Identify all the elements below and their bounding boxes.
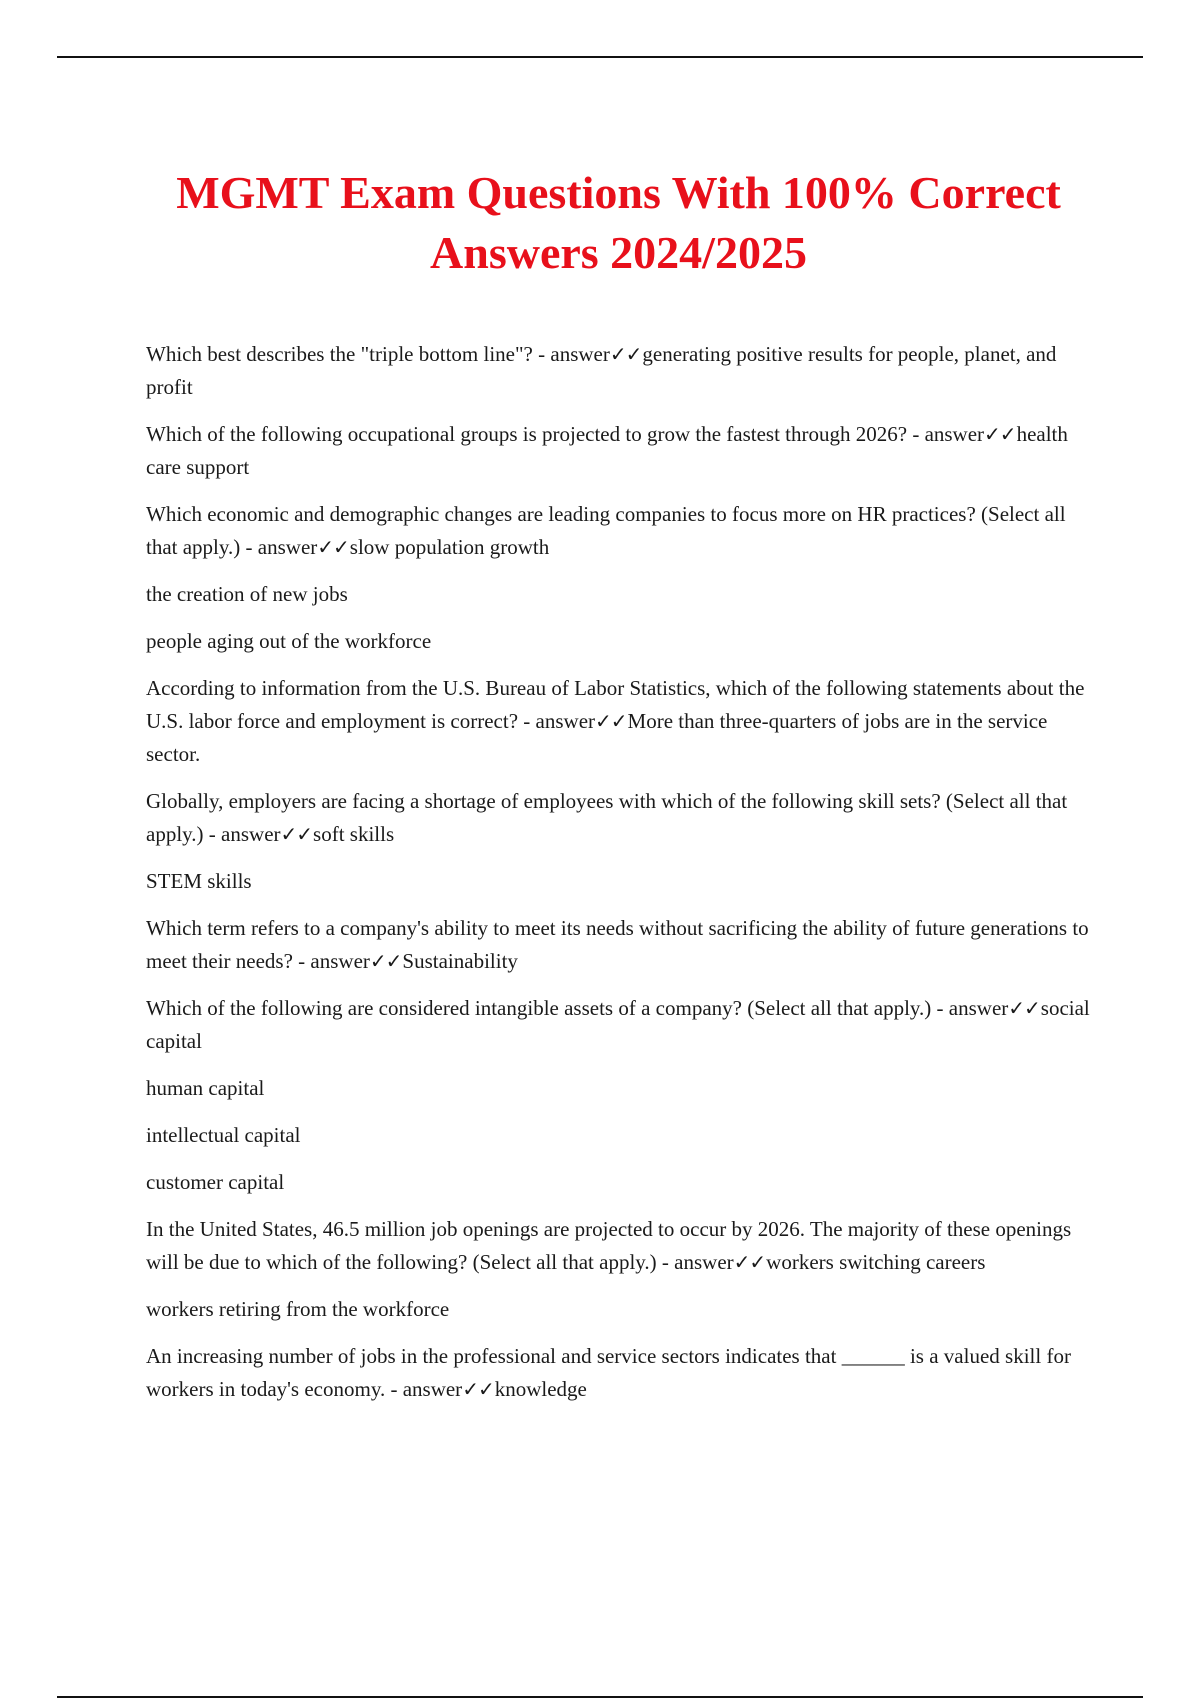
answer-text: social capital	[146, 996, 1090, 1053]
question-text: Which of the following occupational groups is projected to grow the fastest through 2026? -	[146, 422, 925, 446]
answer-text: soft skills	[313, 822, 395, 846]
question-text: Which of the following are considered intangible assets of a company? (Select all that apply.) -	[146, 996, 949, 1020]
double-check-icon: ✓✓	[595, 709, 627, 733]
double-check-icon: ✓✓	[317, 535, 349, 559]
additional-answer: the creation of new jobs	[146, 582, 348, 606]
double-check-icon: ✓✓	[462, 1377, 494, 1401]
top-rule	[57, 56, 1143, 58]
qa-item	[146, 338, 1101, 404]
qa-item	[146, 672, 1101, 771]
qa-item	[146, 912, 1101, 978]
answer-text: generating positive results for people, planet, and profit	[146, 342, 1057, 399]
question-text: An increasing number of jobs in the professional and service sectors indicates that ______ is a valued skill for workers in today's economy. -	[146, 1344, 1071, 1401]
qa-item	[146, 1213, 1101, 1279]
answer-text: slow population growth	[349, 535, 550, 559]
qa-list	[146, 338, 1101, 1420]
qa-item	[146, 498, 1101, 564]
answer-text: Sustainability	[402, 949, 518, 973]
question-text: In the United States, 46.5 million job openings are projected to occur by 2026. The majority of these openings will be due to which of the following? (Select all that apply.) -	[146, 1217, 1072, 1274]
answer-label: answer	[674, 1250, 734, 1274]
answer-label: answer	[221, 822, 281, 846]
answer-label: answer	[402, 1377, 463, 1401]
qa-item	[146, 992, 1101, 1058]
answer-label: answer	[535, 709, 596, 733]
additional-answer: intellectual capital	[146, 1123, 301, 1147]
answer-label: answer	[924, 422, 985, 446]
question-text: Which term refers to a company's ability to meet its needs without sacrificing the ability of future generations to meet their needs? -	[146, 916, 1089, 973]
double-check-icon: ✓✓	[733, 1250, 766, 1274]
answer-label: answer	[310, 949, 370, 973]
question-text: According to information from the U.S. Bureau of Labor Statistics, which of the following statements about the U.S. labor force and employment is correct? -	[146, 676, 1085, 733]
document-title: MGMT Exam Questions With 100% Correct Answers 2024/2025	[176, 167, 1061, 278]
double-check-icon: ✓✓	[280, 822, 313, 846]
qa-item	[146, 1340, 1101, 1406]
qa-item	[146, 418, 1101, 484]
double-check-icon: ✓✓	[609, 342, 642, 366]
double-check-icon: ✓✓	[1008, 996, 1040, 1020]
answer-label: answer	[550, 342, 610, 366]
double-check-icon: ✓✓	[369, 949, 402, 973]
additional-answer: human capital	[146, 1076, 265, 1100]
answer-text: workers switching careers	[766, 1250, 986, 1274]
additional-answer: people aging out of the workforce	[146, 629, 432, 653]
question-text: Which best describes the "triple bottom line"? -	[146, 342, 551, 366]
answer-label: answer	[257, 535, 318, 559]
qa-item	[146, 785, 1101, 851]
double-check-icon: ✓✓	[984, 422, 1016, 446]
answer-text: knowledge	[494, 1377, 587, 1401]
question-text: Globally, employers are facing a shortage of employees with which of the following skill sets? (Select all that apply.) -	[146, 789, 1068, 846]
bottom-rule	[57, 1696, 1143, 1698]
additional-answer: customer capital	[146, 1170, 285, 1194]
answer-text: More than three-quarters of jobs are in the service sector.	[146, 709, 1048, 766]
answer-label: answer	[948, 996, 1009, 1020]
additional-answer: STEM skills	[146, 869, 252, 893]
answer-text: health care support	[146, 422, 1068, 479]
question-text: Which economic and demographic changes are leading companies to focus more on HR practices? (Select all that apply.) -	[146, 502, 1066, 559]
additional-answer: workers retiring from the workforce	[146, 1297, 450, 1321]
